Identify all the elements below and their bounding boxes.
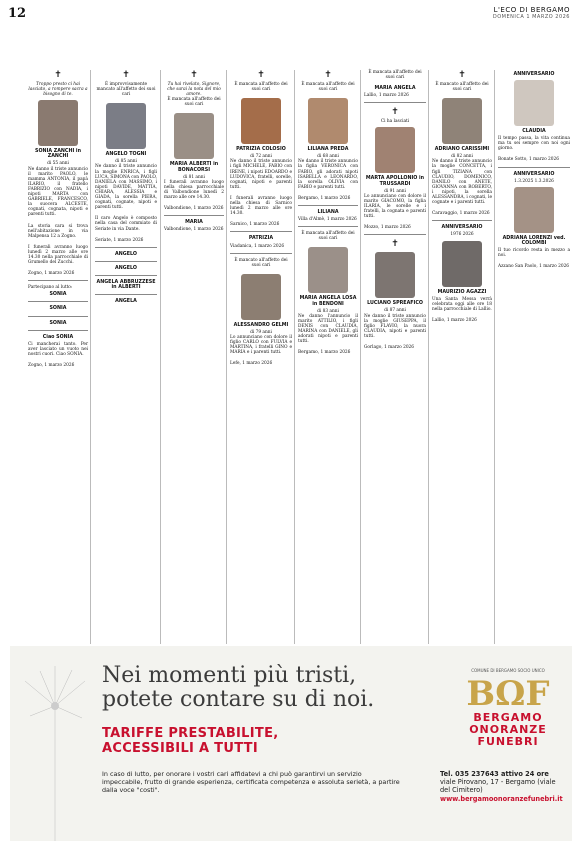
notice-text: Ne danno il triste annuncio il marito PAOLO, le mamma ANTONIA, il papà ILARIO, il fratello FABRIZIO con NADIA, i nipoti MARTA con GABRIELE, FRANCESCO, la suocera ALCESTE, cognati, cognata, nipoti e parenti tutti. [28, 166, 88, 218]
deceased-name: PATRIZIA COLOSIO [236, 147, 286, 153]
lead-text: È mancata all'affetto dei suoi cari [368, 70, 422, 81]
publication-date: DOMENICA 1 MARZO 2026 [492, 14, 570, 20]
portrait-photo [514, 187, 554, 233]
lead-text: È mancata all'affetto dei suoi cari [167, 97, 221, 108]
cross-icon: ✝ [458, 70, 466, 80]
page-number: 12 [8, 6, 27, 21]
deceased-name: ANGELO TOGNI [105, 152, 147, 158]
lead-text: È mancato all'affetto dei suoi cari [234, 257, 288, 268]
deceased-age: di 82 anni [451, 154, 473, 160]
notice-text: Il tempo passa, la vita continua ma tu sei sempre con noi ogni giorno. [498, 136, 570, 152]
divider [28, 316, 88, 317]
place-date: Azzano San Paolo, 1 marzo 2026 [498, 264, 570, 270]
participation-name: Ciao SONIA [42, 334, 74, 340]
place-date: Viadanica, 1 marzo 2026 [230, 243, 285, 249]
divider [230, 253, 292, 254]
deceased-age: di 81 anni [183, 174, 205, 180]
notice-text: Ne danno il triste annuncio la moglie CONCETTA, i figli TIZIANA con CLAUDIO, DOMENICO, DANILO con ANETE, GIOVANNA con ROBERTO, i nipoti, la sorella ALESSANDRA, i cognati, le cognate e i parenti tutti. [432, 159, 492, 206]
deceased-name: MAURIZIO AGAZZI [437, 289, 487, 295]
column-divider [294, 70, 295, 644]
brand-logo [448, 668, 568, 748]
deceased-name: ADRIANO CARISSIMI [434, 147, 490, 153]
portrait-photo [106, 103, 146, 149]
anniversary-heading: ANNIVERSARIO [441, 225, 483, 231]
notice-text: I funerali avranno luogo lunedì 2 marzo alle ore 14.30 nella parrocchiale di Grumello del Zucchi. [28, 244, 88, 266]
notice-text: Lo annunciano con dolore il figlio CARLO con FULVIA e MARTINA, i fratelli GINO e MARIA e i parenti tutti. [230, 334, 292, 356]
divider [95, 247, 157, 248]
deceased-age: di 85 anni [115, 159, 137, 165]
quote: Tu hai rivelato, Signore, che sarai la nota del mio amore. [167, 82, 221, 98]
column-divider [494, 70, 495, 644]
column-5 [298, 70, 358, 355]
divider [95, 261, 157, 262]
deceased-name: MARTA APOLLONIO in TRUSSARDI [365, 176, 425, 187]
participation-name: ANGELO [115, 265, 137, 271]
participation-name: ANGELA [115, 299, 137, 305]
notice-text: Ne danno il triste annuncio i figli MICHELE, FABIO con IRENE, i nipoti EDOARDO e LUDOVICA, fratelli, sorelle, cognati, nipoti e parenti tutti. [230, 159, 292, 190]
place-date: Mozzo, 1 marzo 2026 [364, 225, 411, 231]
publication-header [493, 6, 570, 20]
portrait-photo [308, 247, 348, 293]
place-date: Bergamo, 1 marzo 2026 [298, 195, 351, 201]
column-8 [498, 70, 570, 269]
column-2 [95, 70, 157, 306]
anniversary-years: 1.3.2025 1.3.2026 [514, 178, 554, 184]
participation-name: PATRIZIA [248, 236, 274, 242]
publication-name: L'ECO DI BERGAMO [493, 6, 570, 14]
notice-text: Ne danno il triste annuncio la moglie ENRICA, i figli LUCA, SIMONA con PAOLO, DANIELA con MASSIMO, i nipoti DAVIDE, MATTIA, CHIARA, ALESSIA e GIADA, la sorella PIERA, cognati, cognate, nipoti e parenti tutti. [95, 164, 157, 211]
column-3 [164, 70, 224, 232]
lead-text: Ci ha lasciati [380, 119, 410, 125]
ad-address: viale Pirovano, 17 - Bergamo (viale del Cimitero) [440, 778, 556, 795]
cross-icon: ✝ [391, 107, 399, 118]
brand-line: ONORANZE [469, 723, 547, 736]
column-divider [90, 70, 91, 644]
place-date: Zogno, 1 marzo 2026 [28, 363, 75, 368]
place-date: Lallio, 1 marzo 2026 [364, 93, 409, 99]
place-date: Valbondione, 1 marzo 2026 [164, 206, 224, 212]
deceased-name: SONIA ZANCHI in ZANCHI [35, 149, 81, 160]
notice-text: Lo annunciano con dolore il marito GIACOMO, la figlia ILARIA, le sorelle e i fratelli, la cognata e parenti tutti. [364, 193, 426, 220]
lead-text: È improvvisamente mancato all'affetto dei suoi cari [96, 82, 156, 98]
portrait-photo [241, 274, 281, 320]
place-date: Lallio, 1 marzo 2026 [432, 317, 477, 323]
notice-text: Ne danno l'annuncio il marito ATTILIO, i figli DENIS con CLAUDIA, MARINA con DANIELE, gli adorati nipoti e parenti tutti. [298, 313, 358, 345]
cross-icon: ✝ [122, 70, 130, 80]
deceased-name: ADRIANA LORENZI ved. COLOMBI [502, 235, 566, 246]
column-divider [226, 70, 227, 644]
column-7 [432, 70, 492, 323]
bof-logo-icon: BΩF [466, 674, 550, 714]
notice-text: I funerali avranno luogo nella chiesa parrocchiale di Valbondione lunedì 2 marzo alle ore 14.30. [164, 179, 224, 201]
divider [95, 275, 157, 276]
portrait-photo [375, 127, 415, 173]
brand-tagline: COMUNE DI BERGAMO SOCIO UNICO [471, 668, 545, 673]
ad-body: In caso di lutto, per onorare i vostri cari affidatevi a chi può garantirvi un servizio impeccabile, frutto di grande esperienza, certificata competenza e assoluta serietà, a partire dalla voce "costi". [102, 770, 400, 794]
notice-text: Ne danno il triste annuncio la figlia VERONICA con FABIO, gli adorati nipoti ISABELLA e LEONARDO, la sorella OLIVIA con FABIO e parenti tutti. [298, 159, 358, 190]
notice-text: Il caro Angelo è composto nella casa del commiato di Seriate in via Dante. [95, 216, 157, 232]
place-date: Seriate, 1 marzo 2026 [95, 237, 144, 243]
divider [498, 167, 570, 168]
notice-text: Ci mancherai tanto. Per aver lasciato un vuoto nei nostri cuori. Ciao SONIA. [28, 341, 88, 357]
participation-name: MARIA [185, 220, 203, 226]
deceased-age: di 55 anni [47, 161, 69, 167]
divider [28, 301, 88, 302]
portrait-photo [174, 113, 214, 159]
notice-text: Il tuo ricordo resta in mezzo a noi. [498, 247, 570, 259]
place-date: Gorlago, 1 marzo 2026 [364, 344, 415, 350]
column-divider [360, 70, 361, 644]
place-date: Bonate Sotto, 1 marzo 2026 [498, 157, 559, 163]
participation-name: SONIA [49, 306, 67, 312]
portrait-photo [308, 98, 348, 144]
place-date: Villa d'Almè, 1 marzo 2026 [298, 217, 357, 223]
anniversary-heading: ANNIVERSARIO [513, 171, 555, 177]
divider [164, 215, 224, 216]
deceased-name: MARIA ALBERTI in BONACORSI [169, 162, 219, 173]
divider [95, 294, 157, 295]
place-date: Zogno, 1 marzo 2026 [28, 271, 75, 277]
portrait-photo [241, 98, 281, 144]
notice-text: Una Santa Messa verrà celebrata oggi alle ore 18 nella parrocchiale di Lallio. [432, 296, 492, 312]
dandelion-illustration [10, 646, 100, 841]
cross-icon: ✝ [54, 70, 62, 80]
divider [364, 102, 426, 103]
cross-icon: ✝ [257, 70, 265, 80]
brand-line: BERGAMO [473, 711, 543, 724]
cross-icon: ✝ [391, 239, 399, 250]
notice-text: I funerali avranno luogo nella chiesa di Sarnico lunedì 2 marzo alle ore 14.30. [230, 195, 292, 217]
divider [230, 231, 292, 232]
portrait-photo [38, 100, 78, 146]
funeral-services-ad [10, 646, 572, 841]
deceased-age: di 91 anni [384, 188, 406, 194]
portrait-photo [442, 98, 482, 144]
participation-name: ANGELA ABBRUZZESE in ALBERTI [96, 279, 156, 290]
portrait-photo [375, 252, 415, 298]
anniversary-heading: ANNIVERSARIO [513, 72, 555, 77]
deceased-name: MARIA ANGELA LOSA in BENDONI [299, 296, 357, 307]
divider [298, 226, 358, 227]
deceased-name: MARIA ANGELA [374, 86, 416, 92]
column-4 [230, 70, 292, 366]
ad-website-link[interactable]: www.bergamoonoranzefunebri.it [440, 794, 563, 803]
deceased-age: di 72 anni [250, 154, 272, 160]
divider [28, 330, 88, 331]
participation-name: LILIANA [317, 210, 339, 216]
notice-text: La storia cara si trova nell'abitazione in via Malpensa 12 a Zogno. [28, 223, 88, 239]
ad-contact [440, 770, 565, 803]
place-date: Lefe, 1 marzo 2026 [230, 361, 273, 367]
column-divider [428, 70, 429, 644]
deceased-age: di 83 anni [317, 308, 339, 314]
divider [432, 220, 492, 221]
ad-subheadline: TARIFFE PRESTABILITE, ACCESSIBILI A TUTTI [102, 726, 279, 756]
deceased-name: ALESSANDRO GELMI [233, 322, 289, 328]
lead-text: È mancato all'affetto dei suoi cari [435, 82, 489, 93]
participation-name: SONIA [49, 292, 67, 298]
column-1 [28, 70, 88, 368]
notice-text: Ne danno il triste annuncio la moglie GIUSEPPA, il figlio FLAVIO, la nuora CLAUDIA, nipoti e parenti tutti. [364, 313, 426, 339]
column-divider [160, 70, 161, 644]
page-header [0, 0, 580, 44]
portrait-photo [514, 80, 554, 126]
participation-name: ANGELO [115, 251, 137, 257]
place-date: Caravaggio, 1 marzo 2026 [432, 211, 490, 217]
place-date: Bergamo, 1 marzo 2026 [298, 350, 351, 356]
ad-phone[interactable]: Tel. 035 237643 attivo 24 ore [440, 770, 549, 778]
place-date: Valbondione, 1 marzo 2026 [164, 227, 224, 233]
deceased-name: LUCIANO SPREAFICO [367, 301, 423, 307]
ad-headline: Nei momenti più tristi, potete contare su di noi. [102, 663, 375, 712]
cross-icon: ✝ [190, 70, 198, 80]
deceased-name: LILIANA PREDA [307, 147, 349, 153]
divider [28, 280, 88, 281]
divider [364, 234, 426, 235]
column-6 [364, 70, 426, 350]
deceased-age: di 87 anni [384, 308, 406, 314]
quote: Troppo presto ci hai lasciato, a rompere sacra a bisogno di te. [28, 82, 88, 98]
participation-name: SONIA [49, 320, 67, 326]
deceased-name: CLAUDIA [522, 129, 546, 135]
brand-line: FUNEBRI [477, 735, 539, 748]
deceased-age: di 68 anni [317, 154, 339, 160]
lead-text: È mancata all'affetto dei suoi cari [301, 82, 355, 93]
participation-heading: Partecipano al lutto: [28, 285, 73, 291]
cross-icon: ✝ [324, 70, 332, 80]
lead-text: È mancata all'affetto dei suoi cari [234, 82, 288, 93]
anniversary-years: 1976 2026 [450, 232, 474, 238]
portrait-photo [442, 241, 482, 287]
divider [298, 205, 358, 206]
deceased-age: di 79 anni [250, 329, 272, 335]
place-date: Sarnico, 1 marzo 2026 [230, 222, 280, 228]
lead-text: È mancata all'affetto dei suoi cari [301, 231, 355, 242]
